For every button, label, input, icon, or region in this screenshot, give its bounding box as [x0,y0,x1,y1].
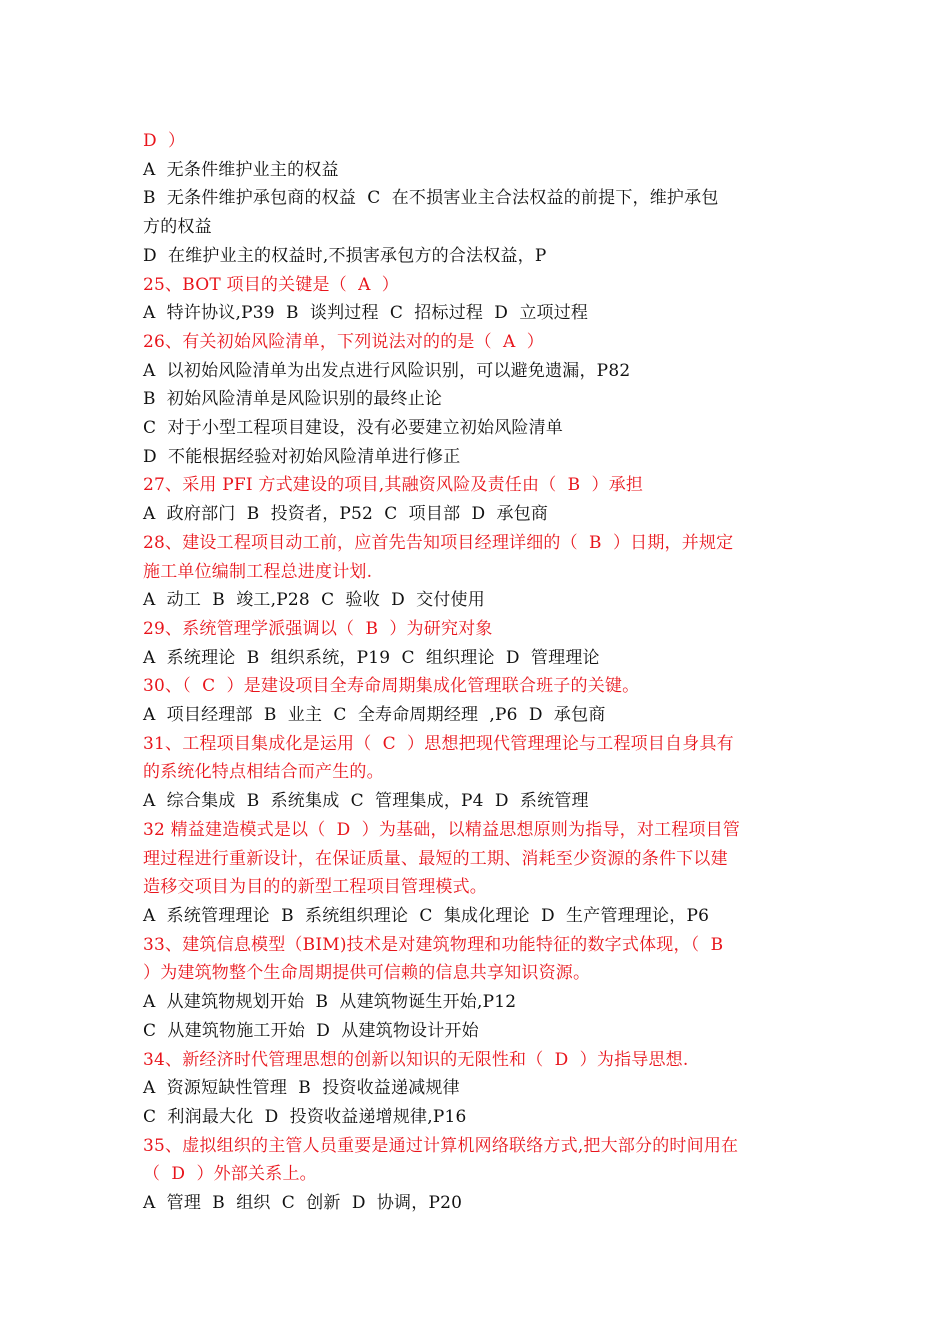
question-line: ）为建筑物整个生命周期提供可信赖的信息共享知识资源。 [143,963,591,984]
option-line: C 利润最大化 D 投资收益递增规律,P16 [143,1106,467,1127]
question-line: （ D ）外部关系上。 [143,1164,317,1185]
question-line: 理过程进行重新设计，在保证质量、最短的工期、消耗至少资源的条件下以建 [143,848,728,869]
option-line: A 管理 B 组织 C 创新 D 协调，P20 [143,1193,463,1214]
option-line: C 从建筑物施工开始 D 从建筑物设计开始 [143,1020,479,1041]
option-line: A 系统理论 B 组织系统，P19 C 组织理论 D 管理理论 [143,647,600,668]
option-line: B 初始风险清单是风险识别的最终止论 [143,389,443,410]
option-line: A 特许协议,P39 B 谈判过程 C 招标过程 D 立项过程 [143,303,589,324]
question-line: 28、建设工程项目动工前，应首先告知项目经理详细的（ B ）日期，并规定 [143,532,734,553]
option-line: A 无条件维护业主的权益 [143,159,339,180]
option-line: A 从建筑物规划开始 B 从建筑物诞生开始,P12 [143,992,517,1013]
option-line: A 资源短缺性管理 B 投资收益递减规律 [143,1078,460,1099]
option-line: D 在维护业主的权益时,不损害承包方的合法权益，P [143,245,547,266]
question-line: 32 精益建造模式是以（ D ）为基础，以精益思想原则为指导，对工程项目管 [143,819,741,840]
question-line: 30、（ C ）是建设项目全寿命周期集成化管理联合班子的关键。 [143,676,640,697]
question-line: 35、虚拟组织的主管人员重要是通过计算机网络联络方式,把大部分的时间用在 [143,1135,739,1156]
question-line: 26、有关初始风险清单，下列说法对的的是（ A ） [143,331,544,352]
question-line: 33、建筑信息模型（BIM)技术是对建筑物理和功能特征的数字式体现，（ B [143,934,724,955]
option-line: A 综合集成 B 系统集成 C 管理集成，P4 D 系统管理 [143,791,589,812]
question-line: 31、工程项目集成化是运用（ C ）思想把现代管理理论与工程项目自身具有 [143,733,734,754]
question-line: 25、BOT 项目的关键是（ A ） [143,274,400,295]
option-line: A 动工 B 竣工,P28 C 验收 D 交付使用 [143,590,485,611]
option-line: B 无条件维护承包商的权益 C 在不损害业主合法权益的前提下，维护承包 [143,188,719,209]
option-line: D 不能根据经验对初始风险清单进行修正 [143,446,461,467]
question-line: 34、新经济时代管理思想的创新以知识的无限性和（ D ）为指导思想. [143,1049,689,1070]
option-line: C 对于小型工程项目建设，没有必要建立初始风险清单 [143,418,564,439]
option-line: A 系统管理理论 B 系统组织理论 C 集成化理论 D 生产管理理论，P6 [143,905,710,926]
question-line: 造移交项目为目的的新型工程项目管理模式。 [143,877,487,898]
option-line: A 项目经理部 B 业主 C 全寿命周期经理 ,P6 D 承包商 [143,705,606,726]
option-line: A 以初始风险清单为出发点进行风险识别，可以避免遗漏，P82 [143,360,631,381]
question-line: 施工单位编制工程总进度计划. [143,561,373,582]
question-line: D ） [143,131,186,151]
question-line: 27、采用 PFI 方式建设的项目,其融资风险及责任由（ B ）承担 [143,475,644,496]
question-line: 的系统化特点相结合而产生的。 [143,762,384,783]
option-line: A 政府部门 B 投资者，P52 C 项目部 D 承包商 [143,504,549,525]
question-line: 29、系统管理学派强调以（ B ）为研究对象 [143,618,493,639]
document-page [143,127,813,1218]
option-line: 方的权益 [143,217,212,238]
